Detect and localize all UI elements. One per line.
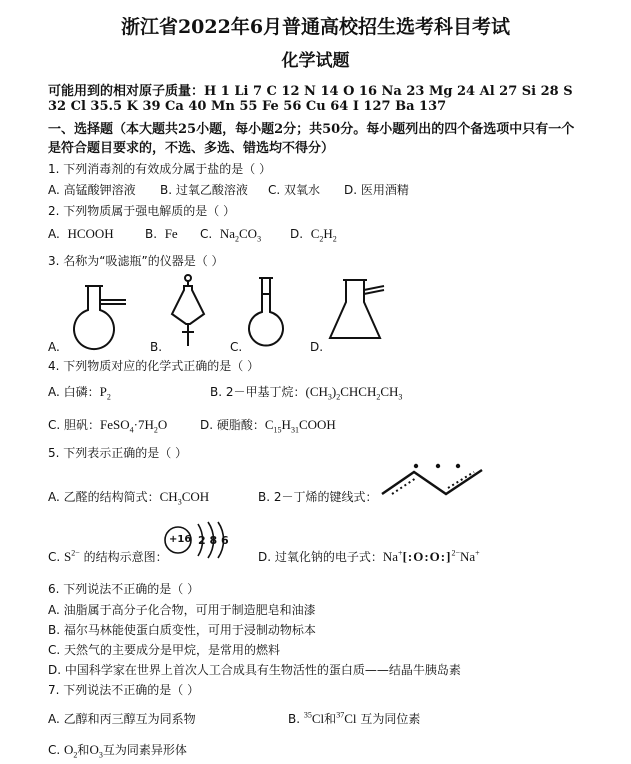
question-5-stem: 5. 下列表示正确的是（ ） (48, 446, 188, 460)
section-header-line2: 是符合题目要求的，不选、多选、错选均不得分） (48, 141, 335, 156)
question-2-option-c: C. $Na_2CO_3$ (200, 226, 262, 244)
question-1-stem: 1. 下列消毒剂的有效成分属于盐的是（ ） (48, 162, 272, 176)
question-1-option-c: C. 双氧水 (268, 183, 321, 197)
flask-with-side-arm-icon (66, 280, 136, 350)
atomic-masses-line2: 32 Cl 35.5 K 39 Ca 40 Mn 55 Fe 56 Cu 64 I 127 Ba 137 (48, 99, 447, 114)
question-6-option-a: A. 油脂属于高分子化合物，可用于制造肥皂和油漆 (48, 603, 316, 617)
volumetric-flask-icon (244, 274, 288, 350)
question-5-option-c: C. $S^{2-}$ 的结构示意图： (48, 548, 168, 564)
exam-subtitle: 化学试题 (281, 51, 350, 71)
question-4-option-b: B. 2－甲基丁烷：$(CH_3)_2CHCH_2CH_3$ (210, 384, 403, 402)
question-2-option-a: A. HCOOH (48, 226, 114, 241)
question-4-option-d: D. 硬脂酸：$C_{15}H_{31}COOH$ (200, 417, 336, 435)
question-3-stem: 3. 名称为“吸滤瓶”的仪器是（ ） (48, 254, 224, 268)
section-header-line1: 一、选择题（本大题共25小题，每小题2分；共50分。每小题列出的四个备选项中只有一个 (48, 122, 575, 137)
sulfide-shell-electrons: 2 8 6 (198, 534, 229, 547)
question-2-option-d: D. $C_2H_2$ (290, 226, 337, 244)
question-1-option-a: A. 高锰酸钾溶液 (48, 183, 136, 197)
question-3-option-c: C. (230, 340, 243, 354)
question-1-option-d: D. 医用酒精 (344, 183, 409, 197)
question-6-option-c: C. 天然气的主要成分是甲烷，是常用的燃料 (48, 643, 281, 657)
separatory-funnel-icon (168, 274, 208, 354)
question-7-option-b: B. $^{35}$Cl和$^{37}$Cl 互为同位素 (288, 710, 421, 726)
question-6-stem: 6. 下列说法不正确的是（ ） (48, 582, 200, 596)
atomic-masses-line1: 可能用到的相对原子质量：H 1 Li 7 C 12 N 14 O 16 Na 23 Mg 24 Al 27 Si 28 S (48, 84, 573, 99)
question-5-option-d: D. 过氧化钠的电子式：Na+[:O:O:]$^{2-}$Na+ (258, 548, 480, 564)
question-3-option-b: B. (150, 340, 163, 354)
question-7-stem: 7. 下列说法不正确的是（ ） (48, 683, 200, 697)
suction-flask-icon (326, 274, 390, 346)
question-7-option-a: A. 乙醇和丙三醇互为同系物 (48, 712, 196, 726)
question-6-option-d: D. 中国科学家在世界上首次人工合成具有生物活性的蛋白质——结晶牛胰岛素 (48, 663, 461, 677)
question-2-stem: 2. 下列物质属于强电解质的是（ ） (48, 204, 236, 218)
question-1-option-b: B. 过氧乙酸溶液 (160, 183, 248, 197)
question-4-stem: 4. 下列物质对应的化学式正确的是（ ） (48, 359, 260, 373)
question-2-option-b: B. Fe (145, 226, 178, 241)
butene-skeletal-formula-icon (378, 462, 488, 502)
sulfide-nucleus-label: +16 (169, 534, 192, 545)
question-5-option-a: A. 乙醛的结构简式：$CH_3COH$ (48, 489, 210, 507)
exam-title: 浙江省2022年6月普通高校招生选考科目考试 (120, 16, 511, 38)
question-5-option-b: B. 2－丁烯的键线式： (258, 490, 378, 504)
question-4-option-c: C. 胆矾：$FeSO_4\cdot 7H_2O$ (48, 417, 168, 435)
question-4-option-a: A. 白磷：$P_2$ (48, 384, 111, 402)
question-3-option-d: D. (310, 340, 324, 354)
question-3-option-a: A. (48, 340, 60, 354)
question-6-option-b: B. 福尔马林能使蛋白质变性，可用于浸制动物标本 (48, 623, 316, 637)
question-7-option-c: C. $O_2$和$O_3$互为同素异形体 (48, 742, 187, 760)
